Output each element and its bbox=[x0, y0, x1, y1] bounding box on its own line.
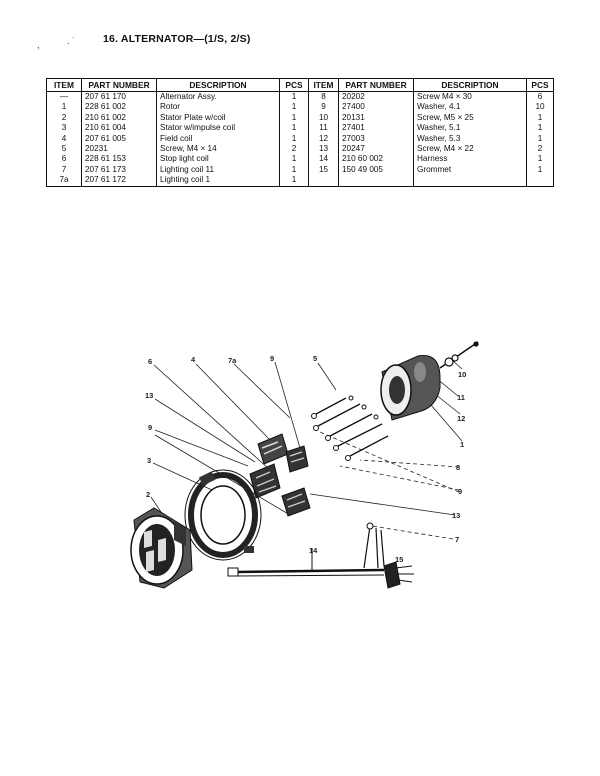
callout-2: 2 bbox=[146, 490, 151, 499]
cell-description: Screw, M4 × 22 bbox=[414, 144, 527, 154]
callout-9: 9 bbox=[458, 487, 463, 496]
cell-part-number: 27401 bbox=[339, 123, 414, 133]
col-header-pcs: PCS bbox=[280, 79, 309, 92]
callout-12: 12 bbox=[457, 414, 466, 423]
cell-part-number: 210 61 002 bbox=[82, 113, 157, 123]
cell-description: Screw M4 × 30 bbox=[414, 92, 527, 103]
cell-description: Screw, M4 × 14 bbox=[157, 144, 280, 154]
cell-pcs: 1 bbox=[280, 134, 309, 144]
col-header-item: ITEM bbox=[309, 79, 339, 92]
stator-icon bbox=[185, 470, 261, 560]
cell-part-number: 20202 bbox=[339, 92, 414, 103]
cell-pcs: 1 bbox=[280, 154, 309, 164]
cell-part-number: 228 61 153 bbox=[82, 154, 157, 164]
cell-item: 2 bbox=[47, 113, 82, 123]
cell-part-number: 207 61 005 bbox=[82, 134, 157, 144]
callout-15: 15 bbox=[395, 555, 404, 564]
coil-icon bbox=[258, 434, 288, 464]
cell-part-number: 207 61 173 bbox=[82, 165, 157, 175]
cell-pcs: 2 bbox=[280, 144, 309, 154]
cell-item: 3 bbox=[47, 123, 82, 133]
col-header-part-number: PART NUMBER bbox=[82, 79, 157, 92]
grommet-icon bbox=[384, 562, 414, 588]
cell-part-number: 27003 bbox=[339, 134, 414, 144]
callout-13: 13 bbox=[452, 511, 461, 520]
cell-pcs: 1 bbox=[527, 154, 554, 164]
callout-10: 10 bbox=[458, 370, 467, 379]
col-header-description: DESCRIPTION bbox=[157, 79, 280, 92]
callout-3: 3 bbox=[147, 456, 152, 465]
cell-pcs: 1 bbox=[527, 134, 554, 144]
cell-description: Harness bbox=[414, 154, 527, 164]
cell-description: Grommet bbox=[414, 165, 527, 175]
cell-pcs: 2 bbox=[527, 144, 554, 154]
cell-pcs: 1 bbox=[527, 165, 554, 175]
col-header-part-number: PART NUMBER bbox=[339, 79, 414, 92]
cell-pcs: 6 bbox=[527, 92, 554, 103]
cell-item: 1 bbox=[47, 102, 82, 112]
cell-pcs: 1 bbox=[527, 113, 554, 123]
cell-part-number: 210 60 002 bbox=[339, 154, 414, 164]
cell-description: Washer, 5.3 bbox=[414, 134, 527, 144]
cell-pcs: 10 bbox=[527, 102, 554, 112]
cell-description: Field coil bbox=[157, 134, 280, 144]
cell-pcs: 1 bbox=[280, 102, 309, 112]
screw-icon bbox=[316, 398, 388, 456]
cell-part-number: 210 61 004 bbox=[82, 123, 157, 133]
cell-description: Stator Plate w/coil bbox=[157, 113, 280, 123]
cell-item: 6 bbox=[47, 154, 82, 164]
callout-11: 11 bbox=[457, 393, 465, 402]
cell-part-number: 20247 bbox=[339, 144, 414, 154]
coil-icon bbox=[286, 446, 308, 472]
cell-description: Lighting coil 11 bbox=[157, 165, 280, 175]
cell-description: Rotor bbox=[157, 102, 280, 112]
coil-icon bbox=[250, 464, 280, 498]
cell-pcs: 1 bbox=[280, 113, 309, 123]
scan-mark: . ˙ bbox=[67, 36, 75, 46]
cell-part-number: 150 49 005 bbox=[339, 165, 414, 175]
callout-7: 7 bbox=[455, 535, 460, 544]
cell-description: Washer, 5.1 bbox=[414, 123, 527, 133]
cell-item: 11 bbox=[309, 123, 339, 133]
callout-6: 6 bbox=[148, 357, 153, 366]
cell-description: Washer, 4.1 bbox=[414, 102, 527, 112]
col-header-pcs: PCS bbox=[527, 79, 554, 92]
coil-icon bbox=[282, 488, 310, 516]
cell-item: — bbox=[47, 92, 82, 103]
col-header-item: ITEM bbox=[47, 79, 82, 92]
cell-description: Stator w/impulse coil bbox=[157, 123, 280, 133]
page-title: 16. ALTERNATOR—(1/S, 2/S) bbox=[103, 33, 251, 45]
cell-part-number: 207 61 172 bbox=[82, 175, 157, 186]
cell-part-number: 228 61 002 bbox=[82, 102, 157, 112]
rotor-icon bbox=[381, 355, 440, 420]
cell-item: 4 bbox=[47, 134, 82, 144]
cell-item: 12 bbox=[309, 134, 339, 144]
cell-item: 9 bbox=[309, 102, 339, 112]
cell-item: 15 bbox=[309, 165, 339, 175]
callout-5: 5 bbox=[313, 354, 318, 363]
callout-13: 13 bbox=[145, 391, 154, 400]
cell-item: 7a bbox=[47, 175, 82, 186]
stator-plate-icon bbox=[131, 508, 192, 588]
cell-item: 7 bbox=[47, 165, 82, 175]
callout-8: 8 bbox=[456, 463, 461, 472]
callout-1: 1 bbox=[460, 440, 465, 449]
cell-item: 10 bbox=[309, 113, 339, 123]
callout-14: 14 bbox=[309, 546, 318, 555]
cell-part-number: 207 61 170 bbox=[82, 92, 157, 103]
cell-part-number: 20131 bbox=[339, 113, 414, 123]
bolt-icon bbox=[440, 341, 479, 368]
cell-description: Lighting coil 1 bbox=[157, 175, 280, 186]
cell-item: 14 bbox=[309, 154, 339, 164]
cell-pcs: 1 bbox=[527, 123, 554, 133]
callout-7a: 7a bbox=[228, 356, 237, 365]
cell-pcs: 1 bbox=[280, 175, 309, 186]
cell-item: 5 bbox=[47, 144, 82, 154]
cell-item: 8 bbox=[309, 92, 339, 103]
cell-item: 13 bbox=[309, 144, 339, 154]
callout-4: 4 bbox=[191, 355, 196, 364]
callout-9: 9 bbox=[148, 423, 153, 432]
cell-pcs: 1 bbox=[280, 165, 309, 175]
col-header-description: DESCRIPTION bbox=[414, 79, 527, 92]
cell-description: Screw, M5 × 25 bbox=[414, 113, 527, 123]
cell-description: Stop light coil bbox=[157, 154, 280, 164]
cell-pcs: 1 bbox=[280, 123, 309, 133]
scan-mark: , bbox=[37, 40, 40, 50]
cell-description: Alternator Assy. bbox=[157, 92, 280, 103]
cell-part-number: 20231 bbox=[82, 144, 157, 154]
callout-9: 9 bbox=[270, 354, 275, 363]
cell-pcs: 1 bbox=[280, 92, 309, 103]
cell-part-number: 27400 bbox=[339, 102, 414, 112]
